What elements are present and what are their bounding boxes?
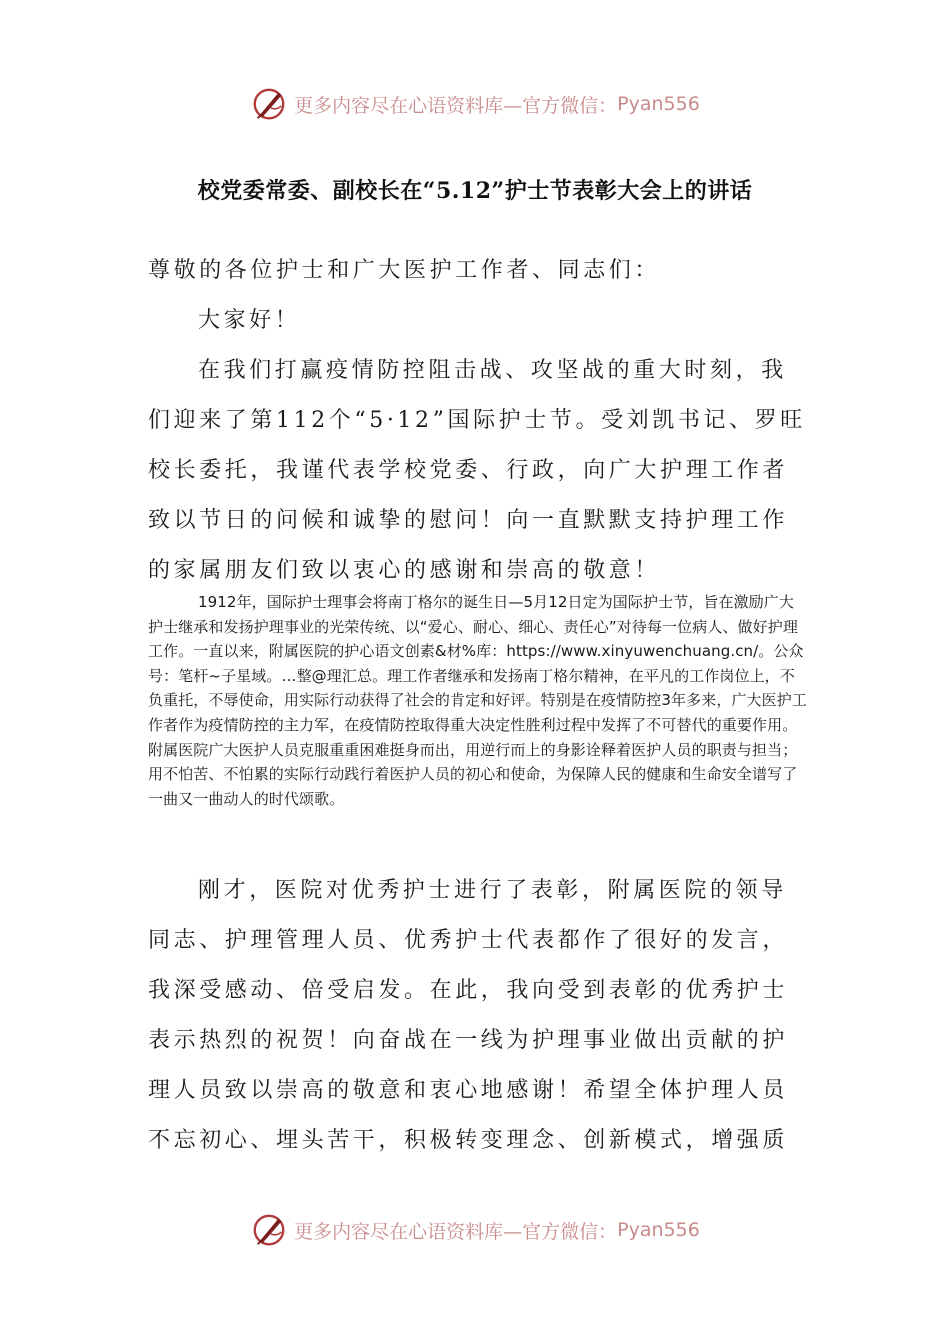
paragraph-3: 刚才，医院对优秀护士进行了表彰，附属医院的领导同志、护理管理人员、优秀护士代表都作了很好的发言，我深受感动、倍受启发。在此，我向受到表彰的优秀护士表示热烈的祝贺！向奋战在一线为护理事业做出贡献的护理人员致以崇高的敬意和衷心地感谢！希望全体护理人员不忘初心、埋头苦干，积极转变理念、创新模式，增强质 [148, 878, 789, 1153]
document-body-lower [148, 866, 808, 1166]
footer-watermark-banner [0, 1208, 950, 1252]
paragraph-1: 在我们打赢疫情防控阻击战、攻坚战的重大时刻，我们迎来了第112个“5·12”国际护士节。受刘凯书记、罗旺校长委托，我谨代表学校党委、行政，向广大护理工作者致以节日的问候和诚挚的慰问！向一直默默支持护理工作的家属朋友们致以衷心的感谢和崇高的敬意！ [148, 358, 806, 583]
quill-pen-logo-icon [250, 1211, 288, 1249]
banner-text: 更多内容尽在心语资料库—官方微信： [294, 94, 618, 117]
banner-contact: Pyan556 [617, 1219, 700, 1241]
greeting: 大家好！ [198, 308, 301, 333]
salutation: 尊敬的各位护士和广大医护工作者、同志们： [148, 258, 661, 283]
header-watermark-banner [0, 82, 950, 126]
document-title: 校党委常委、副校长在“5.12”护士节表彰大会上的讲话 [197, 178, 753, 204]
banner-text: 更多内容尽在心语资料库—官方微信： [294, 1220, 618, 1243]
quill-pen-logo-icon [250, 85, 288, 123]
paragraph-2: 1912年，国际护士理事会将南丁格尔的诞生日—5月12日定为国际护士节，旨在激励广大护士继承和发扬护理事业的光荣传统、以“爱心、耐心、细心、责任心”对待每一位病人、做好护理工作。一直以来，附属医院的护心语文创素&材%库：https://www.xinyuwenchuang.cn/。公众号：笔杆~子星域。…整@理汇总。理工作者继承和发扬南丁格尔精神，在平凡的工作岗位上，不负重托，不辱使命，用实际行动获得了社会的肯定和好评。特别是在疫情防控3年多来，广大医护工作者作为疫情防控的主力军，在疫情防控取得重大决定性胜利过程中发挥了不可替代的重要作用。附属医院广大医护人员克服重重困难挺身而出，用逆行而上的身影诠释着医护人员的职责与担当；用不怕苦、不怕累的实际行动践行着医护人员的初心和使命，为保障人民的健康和生命安全谱写了一曲又一曲动人的时代颂歌。 [148, 593, 807, 808]
document-body-upper [148, 246, 808, 596]
document-body-middle [148, 590, 808, 811]
banner-contact: Pyan556 [617, 93, 700, 115]
